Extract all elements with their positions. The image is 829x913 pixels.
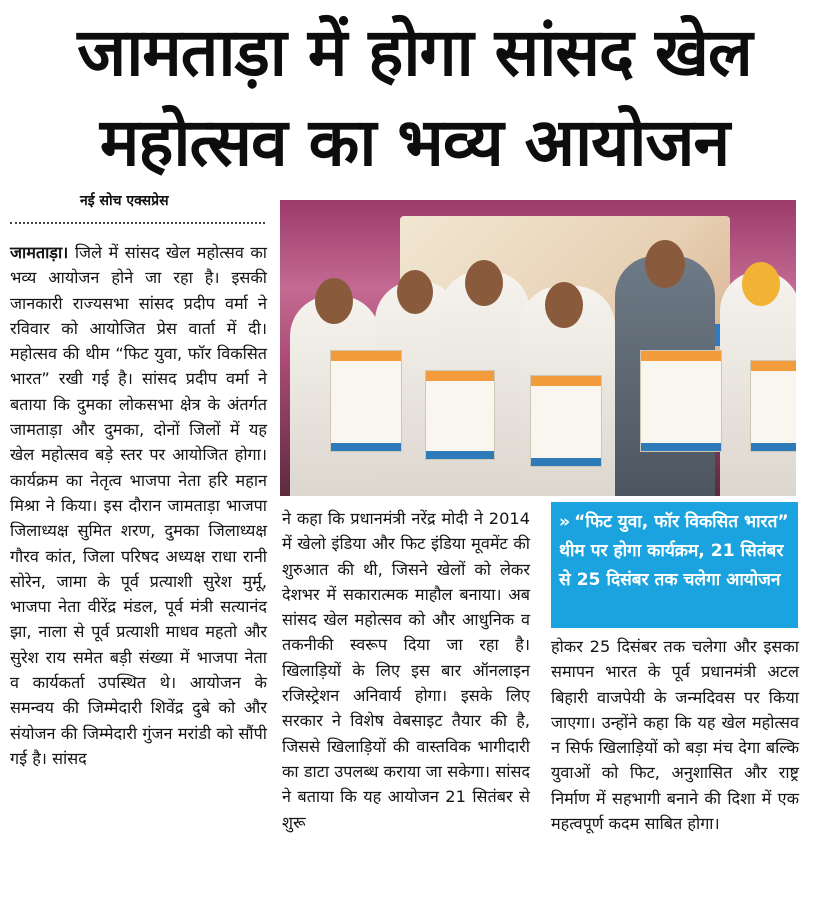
article-column-1-text: जिले में सांसद खेल महोत्सव का भव्य आयोजन होने जा रहा है। इसकी जानकारी राज्यसभा सांसद प्रदीप वर्मा ने रविवार को आयोजित प्रेस वार्ता में दी। महोत्सव की थीम “फिट युवा, फॉर विकसित भारत” रखी गई है। सांसद प्रदीप वर्मा ने बताया कि दुमका लोकसभा क्षेत्र के अंतर्गत जामताड़ा और दुमका, दोनों जिलों में यह खेल महोत्सव बड़े स्तर पर आयोजित होगा। कार्यक्रम का नेतृत्व भाजपा नेता हरि महान मिश्रा ने किया। इस दौरान जामताड़ा भाजपा जिलाध्यक्ष सुमित शरण, दुमका जिलाध्यक्ष गौरव कांत, जिला परिषद अध्यक्ष राधा रानी सोरेन, जामा के पूर्व प्रत्याशी सुरेश मुर्मू, भाजपा नेता वीरेंद्र मंडल, पूर्व मंत्री सत्यानंद झा, नाला से पूर्व प्रत्याशी माधव महतो और सुरेश राय समेत बड़ी संख्या में भाजपा नेता व कार्यकर्ता उपस्थित थे। आयोजन के समन्वय की जिम्मेदारी शिवेंद्र दुबे को और संयोजन की जिम्मेदारी गुंजन मरांडी को सौंपी गई है। सांसद — [10, 243, 267, 768]
dateline: जामताड़ा। — [10, 243, 69, 262]
quote-arrow-icon: » — [559, 512, 571, 532]
headline — [0, 8, 829, 188]
headline-line-1: जामताड़ा में होगा सांसद खेल — [77, 14, 752, 91]
article-column-3: होकर 25 दिसंबर तक चलेगा और इसका समापन भारत के पूर्व प्रधानमंत्री अटल बिहारी वाजपेयी के जन्मदिवस पर किया जाएगा। उन्होंने कहा कि यह खेल महोत्सव न सिर्फ खिलाड़ियों को बड़ा मंच देगा बल्कि युवाओं को फिट, अनुशासित और राष्ट्र निर्माण में सहभागी बनाने की दिशा में एक महत्वपूर्ण कदम साबित होगा। — [551, 637, 799, 834]
headline-line-2: महोत्सव का भव्य आयोजन — [99, 104, 730, 181]
dotted-divider — [10, 222, 265, 224]
source-credit: नई सोच एक्सप्रेस — [80, 193, 169, 209]
pull-quote-text: “फिट युवा, फॉर विकसित भारत” थीम पर होगा कार्यक्रम, 21 सितंबर से 25 दिसंबर तक चलेगा आयोजन — [559, 512, 789, 590]
event-photo — [280, 200, 796, 496]
article-column-1 — [10, 240, 267, 771]
article-column-2: ने कहा कि प्रधानमंत्री नरेंद्र मोदी ने 2014 में खेलो इंडिया और फिट इंडिया मूवमेंट की शुरुआत की थी, जिसने खेलों को लेकर देशभर में सकारात्मक माहौल बनाया। अब सांसद खेल महोत्सव को और आधुनिक व तकनीकी स्वरूप दिया जा रहा है। खिलाड़ियों के लिए इस बार ऑनलाइन रजिस्ट्रेशन अनिवार्य होगा। इसके लिए सरकार ने विशेष वेबसाइट तैयार की है, जिससे खिलाड़ियों की वास्तविक भागीदारी का डाटा उपलब्ध कराया जा सकेगा। सांसद ने बताया कि यह आयोजन 21 सितंबर से शुरू — [282, 509, 530, 832]
pull-quote — [551, 502, 798, 628]
